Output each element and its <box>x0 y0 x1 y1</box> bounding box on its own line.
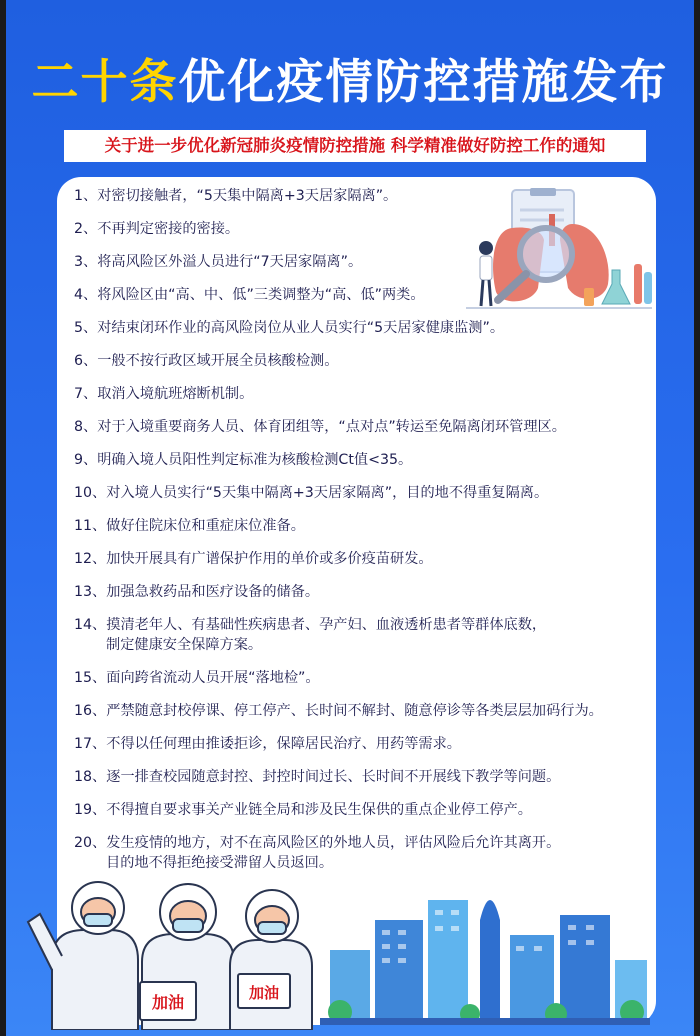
list-item: 9、明确入境人员阳性判定标准为核酸检测Ct值<35。 <box>74 452 413 468</box>
sign-right-text: 加油 <box>248 984 280 1002</box>
list-item: 4、将风险区由“高、中、低”三类调整为“高、低”两类。 <box>74 287 425 303</box>
tower-icon <box>480 900 500 1025</box>
list-item: 5、对结束闭环作业的高风险岗位从业人员实行“5天居家健康监测”。 <box>74 320 505 336</box>
measures-list <box>74 186 654 886</box>
title-highlight: 二十条 <box>31 55 179 110</box>
list-item: 16、严禁随意封校停课、停工停产、长时间不解封、随意停诊等各类层层加码行为。 <box>74 703 603 719</box>
list-item: 3、将高风险区外溢人员进行“7天居家隔离”。 <box>74 254 363 270</box>
list-item: 13、加强急救药品和医疗设备的储备。 <box>74 584 320 600</box>
list-item: 18、逐一排查校园随意封控、封控时间过长、长时间不开展线下教学等问题。 <box>74 769 561 785</box>
poster-subtitle: 关于进一步优化新冠肺炎疫情防控措施 科学精准做好防控工作的通知 <box>64 130 646 162</box>
list-item: 6、一般不按行政区域开展全员核酸检测。 <box>74 353 339 369</box>
sign-left-text: 加油 <box>151 993 185 1012</box>
list-item: 1、对密切接触者，“5天集中隔离+3天居家隔离”。 <box>74 188 398 204</box>
title-rest: 优化疫情防控措施发布 <box>178 55 669 110</box>
city-skyline-illustration <box>320 880 650 1025</box>
list-item: 2、不再判定密接的密接。 <box>74 221 240 237</box>
list-item: 20、发生疫情的地方，对不在高风险区的外地人员，评估风险后允许其离开。 目的地不得拒绝接受滞留人员返回。 <box>74 835 561 871</box>
list-item: 10、对入境人员实行“5天集中隔离+3天居家隔离”，目的地不得重复隔离。 <box>74 485 549 501</box>
list-item: 7、取消入境航班熔断机制。 <box>74 386 254 402</box>
list-item: 14、摸清老年人、有基础性疾病患者、孕产妇、血液透析患者等群体底数， 制定健康安全保障方案。 <box>74 617 547 653</box>
list-item: 8、对于入境重要商务人员、体育团组等，“点对点”转运至免隔离闭环管理区。 <box>74 419 566 435</box>
medical-workers-illustration <box>12 870 332 1030</box>
poster-title <box>6 48 694 118</box>
list-item: 12、加快开展具有广谱保护作用的单价或多价疫苗研发。 <box>74 551 433 567</box>
list-item: 19、不得擅自要求事关产业链全局和涉及民生保供的重点企业停工停产。 <box>74 802 532 818</box>
list-item: 15、面向跨省流动人员开展“落地检”。 <box>74 670 320 686</box>
list-item: 17、不得以任何理由推诿拒诊，保障居民治疗、用药等需求。 <box>74 736 461 752</box>
list-item: 11、做好住院床位和重症床位准备。 <box>74 518 305 534</box>
